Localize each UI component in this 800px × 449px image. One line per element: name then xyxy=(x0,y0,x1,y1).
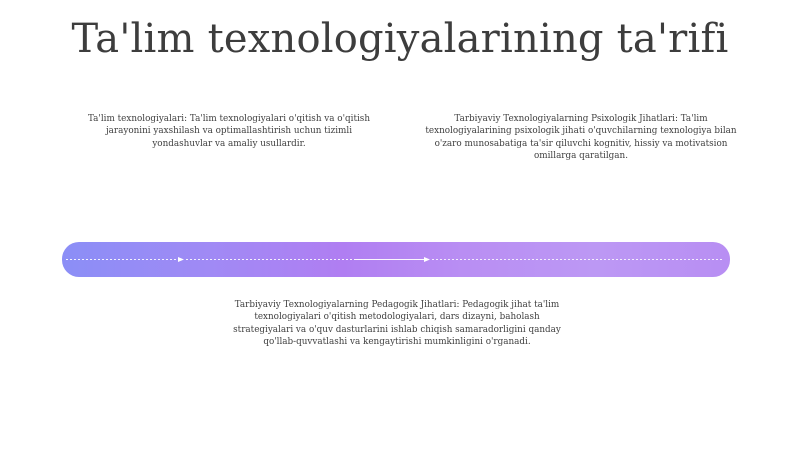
timeline-arrowhead-1 xyxy=(178,257,184,262)
timeline-arrowhead-2 xyxy=(424,257,430,262)
definition-text-block: Ta'lim texnologiyalari: Ta'lim texnologiyalari o'qitish va o'qitish jarayonini yaxshilash va optimallashtirish uchun tizimli yondashuvlar va amaliy usullardir. xyxy=(88,114,370,149)
timeline-arrows xyxy=(62,242,730,277)
psychological-aspects-text-block: Tarbiyaviy Texnologiyalarning Psixologik Jihatlari: Ta'lim texnologiyalarining psixologik jihati o'quvchilarning texnologiya bilan o'zaro munosabatiga ta'sir qiluvchi kognitiv, hissiy va motivatsion omillarga qaratilgan. xyxy=(425,114,737,162)
timeline-bar xyxy=(62,242,730,277)
page-title: Ta'lim texnologiyalarining ta'rifi xyxy=(71,16,729,62)
pedagogical-aspects-text-block: Tarbiyaviy Texnologiyalarning Pedagogik Jihatlari: Pedagogik jihat ta'lim texnologiyalari o'qitish metodologiyalari, dars dizayni, baholash strategiyalari va o'quv dasturlarini ishlab chiqish samaradorligini qanday qo'llab-quvvatlashi va kengaytirishi mumkinligini o'rganadi. xyxy=(233,300,561,348)
